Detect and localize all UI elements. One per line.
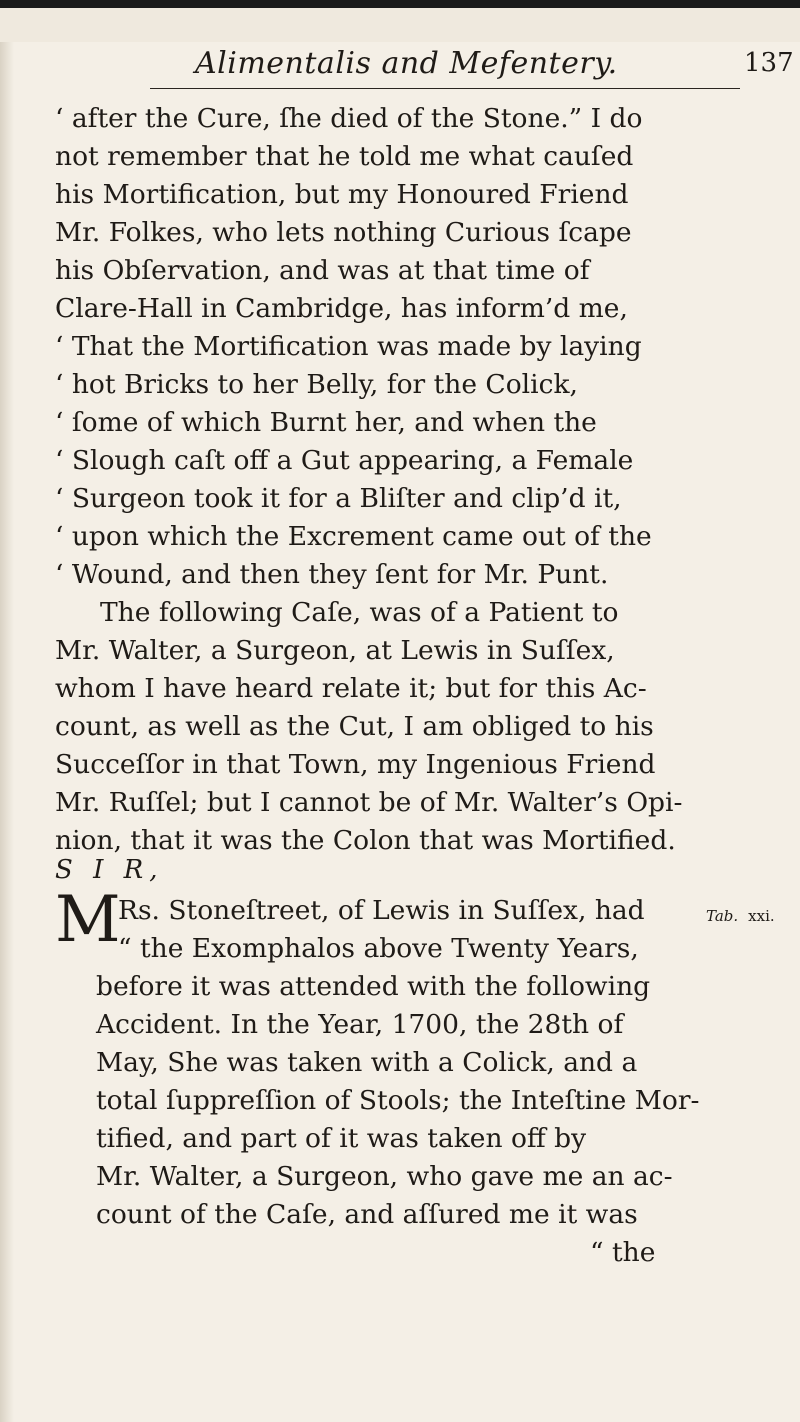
- text-line: Mr. Ruſſel; but I cannot be of Mr. Walter’s Opi-: [55, 787, 683, 818]
- text-line: whom I have heard relate it; but for this Ac-: [55, 673, 647, 704]
- letter-line: Rs. Stoneſtreet, of Lewis in Suſſex, had: [118, 895, 645, 926]
- letter-line: total ſuppreſſion of Stools; the Inteſtine Mor-: [96, 1085, 700, 1116]
- text-line: ‘ upon which the Excrement came out of the: [55, 521, 652, 552]
- letter-line: Mr. Walter, a Surgeon, who gave me an ac-: [96, 1161, 673, 1192]
- letter-line: May, She was taken with a Colick, and a: [96, 1047, 638, 1078]
- text-line: ‘ Slough caſt off a Gut appearing, a Female: [55, 445, 634, 476]
- page-top-edge: [0, 0, 800, 42]
- letter-line: before it was attended with the following: [96, 971, 651, 1002]
- letter-line: tified, and part of it was taken off by: [96, 1123, 587, 1154]
- text-line: Mr. Walter, a Surgeon, at Lewis in Suſſex,: [55, 635, 615, 666]
- catchword: “ the: [590, 1237, 656, 1268]
- text-line: his Mortification, but my Honoured Friend: [55, 179, 629, 210]
- margin-note-tab: Tab.: [706, 907, 739, 925]
- text-line: his Obſervation, and was at that time of: [55, 255, 590, 286]
- text-line: ‘ after the Cure, ſhe died of the Stone.” I do: [55, 103, 643, 134]
- text-line: The following Caſe, was of a Patient to: [100, 597, 619, 628]
- running-head-title: Alimentalis and Mefentery.: [195, 46, 618, 81]
- text-line: ‘ ſome of which Burnt her, and when the: [55, 407, 597, 438]
- page-gutter-shadow: [0, 0, 14, 1422]
- drop-cap-initial: M: [55, 883, 121, 957]
- text-line: Succeſſor in that Town, my Ingenious Friend: [55, 749, 656, 780]
- running-head: [0, 46, 800, 86]
- text-line: ‘ Wound, and then they ſent for Mr. Punt.: [55, 559, 609, 590]
- text-line: Mr. Folkes, who lets nothing Curious ſcape: [55, 217, 632, 248]
- text-line: ‘ hot Bricks to her Belly, for the Colick,: [55, 369, 578, 400]
- text-line: ‘ Surgeon took it for a Bliſter and clip’d it,: [55, 483, 622, 514]
- page-number: 137: [744, 48, 794, 78]
- margin-note-number: xxi.: [748, 907, 775, 925]
- text-line: count, as well as the Cut, I am obliged to his: [55, 711, 654, 742]
- letter-line: Accident. In the Year, 1700, the 28th of: [96, 1009, 624, 1040]
- letter-line: count of the Caſe, and aſſured me it was: [96, 1199, 638, 1230]
- letter-line: “ the Exomphalos above Twenty Years,: [118, 933, 639, 964]
- text-line: Clare-Hall in Cambridge, has inform’d me,: [55, 293, 628, 324]
- margin-note: [706, 907, 775, 925]
- header-rule: [150, 88, 740, 89]
- text-line: not remember that he told me what cauſed: [55, 141, 634, 172]
- text-line: nion, that it was the Colon that was Mortified.: [55, 825, 676, 856]
- letter-salutation: S I R,: [55, 855, 164, 885]
- text-line: ‘ That the Mortification was made by laying: [55, 331, 642, 362]
